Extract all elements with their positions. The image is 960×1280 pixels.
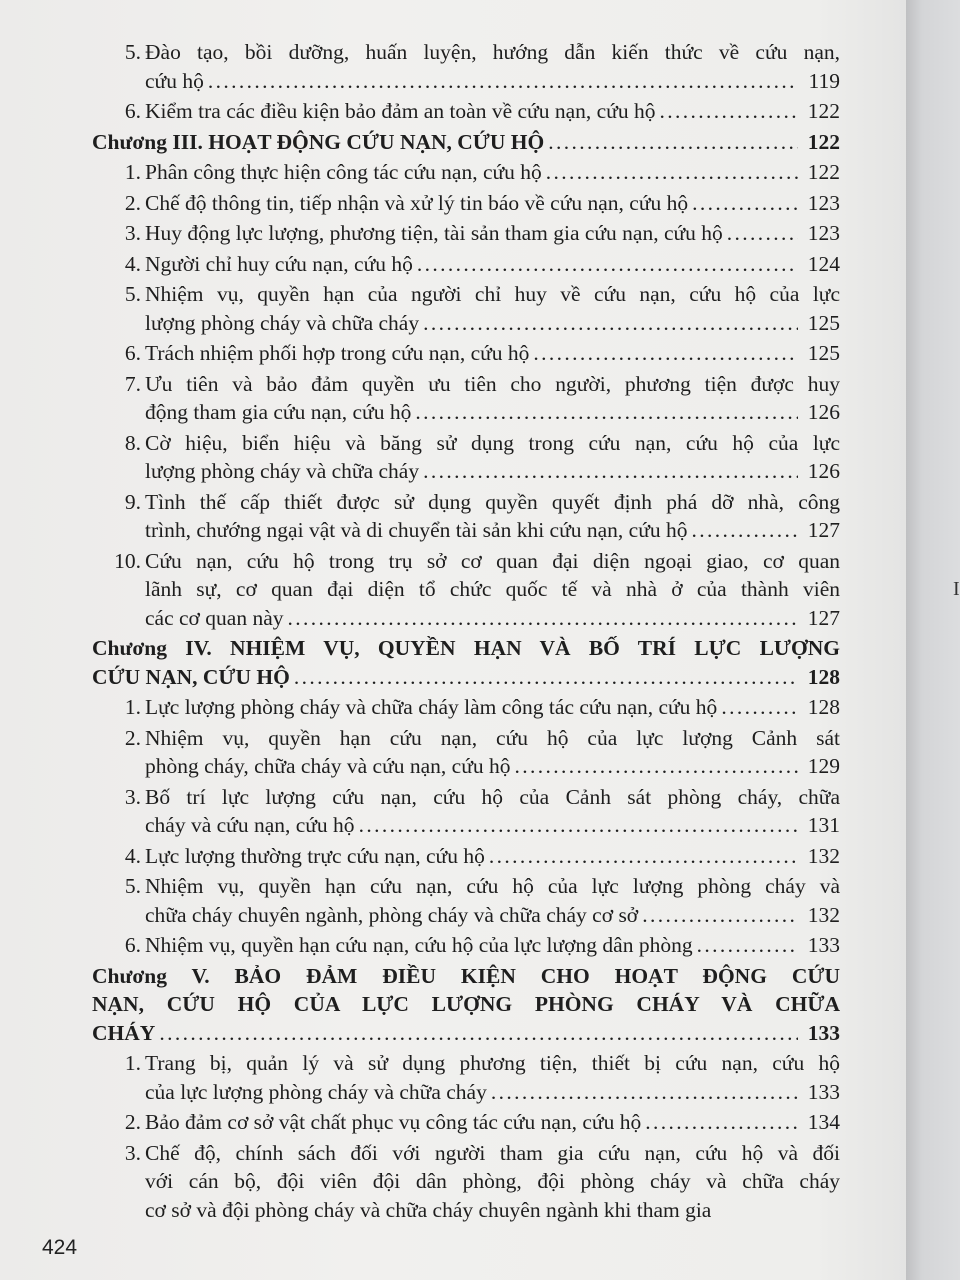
toc-leader-dots bbox=[721, 693, 798, 722]
toc-leader-dots bbox=[546, 158, 798, 187]
toc-leader-dots bbox=[415, 398, 798, 427]
toc-line bbox=[145, 516, 840, 545]
toc-line bbox=[92, 1019, 840, 1048]
toc-page-number: 124 bbox=[807, 251, 840, 276]
toc-leader-dots bbox=[697, 931, 798, 960]
toc-line-text: CỨU NẠN, CỨU HỘ bbox=[92, 664, 290, 689]
toc-section-number: 6. bbox=[124, 341, 141, 365]
toc-section-number: 1. bbox=[124, 1051, 141, 1075]
toc-section-number: 1. bbox=[124, 160, 141, 184]
toc-leader-dots bbox=[692, 189, 798, 218]
toc-section-number: 8. bbox=[124, 430, 141, 455]
toc-line-text: NẠN, CỨU HỘ CỦA LỰC LƯỢNG PHÒNG CHÁY VÀ CHỮA bbox=[92, 992, 840, 1016]
toc-leader-dots bbox=[533, 339, 798, 368]
toc-section bbox=[80, 219, 840, 248]
toc-line bbox=[92, 634, 840, 663]
toc-line bbox=[145, 1139, 840, 1168]
toc-line-text: Lực lượng phòng cháy và chữa cháy làm công tác cứu nạn, cứu hộ bbox=[145, 695, 718, 719]
toc-line bbox=[92, 962, 840, 991]
toc-line bbox=[145, 842, 840, 871]
toc-line bbox=[145, 604, 840, 633]
toc-section bbox=[80, 693, 840, 722]
toc-line-text: lượng phòng cháy và chữa cháy bbox=[145, 459, 420, 483]
toc-section-number: 3. bbox=[124, 221, 141, 245]
toc-section bbox=[80, 1049, 840, 1106]
toc-section bbox=[80, 1108, 840, 1137]
toc-leader-dots bbox=[489, 842, 798, 871]
toc-line-text: Phân công thực hiện công tác cứu nạn, cứu hộ bbox=[145, 160, 542, 184]
toc-line bbox=[145, 189, 840, 218]
toc-leader-dots bbox=[423, 457, 798, 486]
toc-leader-dots bbox=[288, 604, 798, 633]
toc-section-number: 2. bbox=[124, 725, 141, 750]
toc-chapter bbox=[80, 962, 840, 1048]
toc-line bbox=[145, 219, 840, 248]
toc-leader-dots bbox=[727, 219, 798, 248]
toc-chapter bbox=[80, 128, 840, 157]
toc-line-text: CHÁY bbox=[92, 1020, 156, 1045]
toc-leader-dots bbox=[645, 1108, 798, 1137]
toc-line-text: Trách nhiệm phối hợp trong cứu nạn, cứu hộ bbox=[145, 341, 530, 365]
toc-line-text: trình, chướng ngại vật và di chuyển tài sản khi cứu nạn, cứu hộ bbox=[145, 518, 688, 542]
toc-line bbox=[145, 1108, 840, 1137]
toc-leader-dots bbox=[491, 1078, 798, 1107]
toc-line-text: Đào tạo, bồi dưỡng, huấn luyện, hướng dẫn kiến thức về cứu nạn, bbox=[145, 40, 840, 64]
toc-line bbox=[145, 1167, 840, 1196]
toc-line bbox=[145, 38, 840, 67]
toc-line-text: lãnh sự, cơ quan đại diện tổ chức quốc tế và nhà ở của thành viên bbox=[145, 577, 840, 601]
toc-leader-dots bbox=[692, 516, 799, 545]
toc-section-number: 2. bbox=[124, 190, 141, 215]
toc-leader-dots bbox=[208, 67, 798, 96]
toc-line-text: với cán bộ, đội viên đội dân phòng, đội phòng cháy và chữa cháy bbox=[145, 1169, 840, 1193]
toc-line bbox=[145, 398, 840, 427]
toc-line bbox=[145, 575, 840, 604]
toc-section bbox=[80, 488, 840, 545]
toc-page-number: 131 bbox=[807, 813, 840, 837]
toc-line-text: Người chỉ huy cứu nạn, cứu hộ bbox=[145, 251, 413, 276]
toc-line bbox=[145, 457, 840, 486]
toc-leader-dots bbox=[642, 901, 798, 930]
toc-page-number: 125 bbox=[807, 310, 840, 335]
toc-line-text: Kiểm tra các điều kiện bảo đảm an toàn về cứu nạn, cứu hộ bbox=[145, 99, 656, 123]
toc-page-number: 126 bbox=[807, 400, 840, 424]
toc-line bbox=[145, 429, 840, 458]
page-number: 424 bbox=[42, 1236, 78, 1259]
toc-page-number: 132 bbox=[807, 843, 840, 868]
toc-line bbox=[145, 752, 840, 781]
toc-line-text: cháy và cứu nạn, cứu hộ bbox=[145, 813, 355, 837]
toc-section bbox=[80, 250, 840, 279]
toc-leader-dots bbox=[294, 663, 798, 692]
toc-line bbox=[145, 693, 840, 722]
toc-section-number: 9. bbox=[124, 489, 141, 514]
toc-section bbox=[80, 547, 840, 633]
toc-leader-dots bbox=[359, 811, 798, 840]
toc-line-text: các cơ quan này bbox=[145, 605, 284, 630]
toc-section-number: 6. bbox=[124, 933, 141, 957]
toc-line-text: Cứu nạn, cứu hộ trong trụ sở cơ quan đại diện ngoại giao, cơ quan bbox=[145, 548, 840, 573]
toc-page-number: 134 bbox=[807, 1110, 840, 1134]
toc-page-number: 122 bbox=[807, 129, 840, 154]
toc-section bbox=[80, 97, 840, 126]
toc-page-number: 127 bbox=[807, 518, 840, 542]
toc-page-number: 123 bbox=[807, 221, 840, 245]
toc-page-number: 128 bbox=[807, 664, 840, 689]
toc-line bbox=[145, 250, 840, 279]
toc-section-number: 1. bbox=[124, 695, 141, 719]
toc-section bbox=[80, 429, 840, 486]
toc-line bbox=[145, 488, 840, 517]
toc-line bbox=[145, 339, 840, 368]
toc-line-text: Nhiệm vụ, quyền hạn cứu nạn, cứu hộ của lực lượng Cảnh sát bbox=[145, 725, 840, 750]
toc-line-text: Chương III. HOẠT ĐỘNG CỨU NẠN, CỨU HỘ bbox=[92, 129, 545, 154]
toc-section-number: 5. bbox=[124, 874, 141, 898]
toc-section bbox=[80, 189, 840, 218]
toc-page-number: 122 bbox=[807, 160, 840, 184]
toc-line-text: lượng phòng cháy và chữa cháy bbox=[145, 310, 420, 335]
toc-line-text: Lực lượng thường trực cứu nạn, cứu hộ bbox=[145, 843, 485, 868]
toc-page-number: 129 bbox=[807, 754, 840, 778]
toc-line-text: cứu hộ bbox=[145, 68, 204, 93]
toc-page-number: 125 bbox=[807, 341, 840, 365]
toc-section bbox=[80, 783, 840, 840]
toc-line bbox=[92, 128, 840, 157]
toc-line bbox=[145, 811, 840, 840]
toc-line-text: chữa cháy chuyên ngành, phòng cháy và chữa cháy cơ sở bbox=[145, 902, 639, 927]
toc-section-number: 3. bbox=[124, 784, 141, 809]
toc-line-text: Nhiệm vụ, quyền hạn cứu nạn, cứu hộ của lực lượng dân phòng bbox=[145, 933, 693, 957]
toc-line-text: phòng cháy, chữa cháy và cứu nạn, cứu hộ bbox=[145, 754, 511, 778]
toc-section-number: 5. bbox=[124, 40, 141, 64]
facing-page-mark: I bbox=[953, 578, 960, 600]
toc-leader-dots bbox=[423, 309, 798, 338]
toc-section bbox=[80, 842, 840, 871]
toc-page-number: 133 bbox=[807, 1079, 840, 1104]
toc-line bbox=[145, 547, 840, 576]
toc-page-number: 126 bbox=[807, 459, 840, 483]
toc-line bbox=[92, 990, 840, 1019]
toc-line bbox=[145, 1196, 840, 1225]
toc-line-text: Chế độ thông tin, tiếp nhận và xử lý tin báo về cứu nạn, cứu hộ bbox=[145, 190, 689, 215]
toc-line-text: Chương IV. NHIỆM VỤ, QUYỀN HẠN VÀ BỐ TRÍ LỰC LƯỢNG bbox=[92, 636, 840, 660]
toc-line-text: Cờ hiệu, biển hiệu và băng sử dụng trong cứu nạn, cứu hộ của lực bbox=[145, 430, 840, 455]
toc-line bbox=[145, 158, 840, 187]
toc-line-text: của lực lượng phòng cháy và chữa cháy bbox=[145, 1079, 487, 1104]
toc-line-text: Chương V. BẢO ĐẢM ĐIỀU KIỆN CHO HOẠT ĐỘNG CỨU bbox=[92, 963, 840, 988]
toc-line-text: Huy động lực lượng, phương tiện, tài sản tham gia cứu nạn, cứu hộ bbox=[145, 221, 723, 245]
toc-line-text: cơ sở và đội phòng cháy và chữa cháy chuyên ngành khi tham gia bbox=[145, 1197, 712, 1222]
toc-leader-dots bbox=[417, 250, 798, 279]
toc-line-text: Ưu tiên và bảo đảm quyền ưu tiên cho người, phương tiện được huy bbox=[145, 371, 840, 396]
toc-line bbox=[145, 931, 840, 960]
toc-line bbox=[145, 97, 840, 126]
toc-leader-dots bbox=[159, 1019, 798, 1048]
toc-line bbox=[145, 280, 840, 309]
toc-page-number: 128 bbox=[807, 695, 840, 719]
toc-section bbox=[80, 931, 840, 960]
toc-line bbox=[145, 370, 840, 399]
toc-page-number: 119 bbox=[808, 68, 840, 93]
toc-section-number: 2. bbox=[124, 1110, 141, 1134]
toc-section-number: 10. bbox=[114, 548, 141, 573]
toc-line bbox=[145, 901, 840, 930]
table-of-contents bbox=[80, 38, 840, 1226]
toc-section bbox=[80, 724, 840, 781]
toc-page-number: 133 bbox=[807, 1020, 840, 1045]
toc-page-number: 123 bbox=[807, 190, 840, 215]
toc-line-text: Bố trí lực lượng cứu nạn, cứu hộ của Cảnh sát phòng cháy, chữa bbox=[145, 784, 840, 809]
toc-line bbox=[145, 1078, 840, 1107]
toc-section bbox=[80, 339, 840, 368]
toc-line-text: Chế độ, chính sách đối với người tham gia cứu nạn, cứu hộ và đối bbox=[145, 1140, 840, 1165]
toc-line-text: Bảo đảm cơ sở vật chất phục vụ công tác cứu nạn, cứu hộ bbox=[145, 1110, 642, 1134]
toc-line-text: Trang bị, quản lý và sử dụng phương tiện, thiết bị cứu nạn, cứu hộ bbox=[145, 1051, 840, 1075]
toc-line-text: Tình thế cấp thiết được sử dụng quyền quyết định phá dỡ nhà, công bbox=[145, 489, 840, 514]
toc-leader-dots bbox=[548, 128, 798, 157]
toc-line bbox=[145, 309, 840, 338]
toc-section-number: 3. bbox=[124, 1140, 141, 1165]
toc-line-text: Nhiệm vụ, quyền hạn cứu nạn, cứu hộ của lực lượng phòng cháy và bbox=[145, 874, 840, 898]
toc-section-number: 6. bbox=[124, 99, 141, 123]
toc-line bbox=[145, 1049, 840, 1078]
toc-page-number: 132 bbox=[807, 902, 840, 927]
toc-section-number: 7. bbox=[124, 371, 141, 396]
toc-line-text: động tham gia cứu nạn, cứu hộ bbox=[145, 400, 412, 424]
facing-page-edge bbox=[906, 0, 960, 1280]
toc-page-number: 127 bbox=[807, 605, 840, 630]
toc-section bbox=[80, 158, 840, 187]
toc-line bbox=[92, 663, 840, 692]
toc-line bbox=[145, 872, 840, 901]
toc-section-number: 5. bbox=[124, 282, 141, 306]
toc-section-number: 4. bbox=[124, 843, 141, 868]
toc-line bbox=[145, 67, 840, 96]
toc-section bbox=[80, 280, 840, 337]
toc-page-number: 122 bbox=[807, 99, 840, 123]
toc-line-text: Nhiệm vụ, quyền hạn của người chỉ huy về cứu nạn, cứu hộ của lực bbox=[145, 282, 840, 306]
toc-section-number: 4. bbox=[124, 251, 141, 276]
toc-section bbox=[80, 38, 840, 95]
toc-line bbox=[145, 783, 840, 812]
toc-section bbox=[80, 872, 840, 929]
toc-line bbox=[145, 724, 840, 753]
toc-section bbox=[80, 1139, 840, 1225]
toc-section bbox=[80, 370, 840, 427]
toc-leader-dots bbox=[515, 752, 799, 781]
toc-page-number: 133 bbox=[807, 933, 840, 957]
toc-leader-dots bbox=[659, 97, 798, 126]
toc-chapter bbox=[80, 634, 840, 691]
